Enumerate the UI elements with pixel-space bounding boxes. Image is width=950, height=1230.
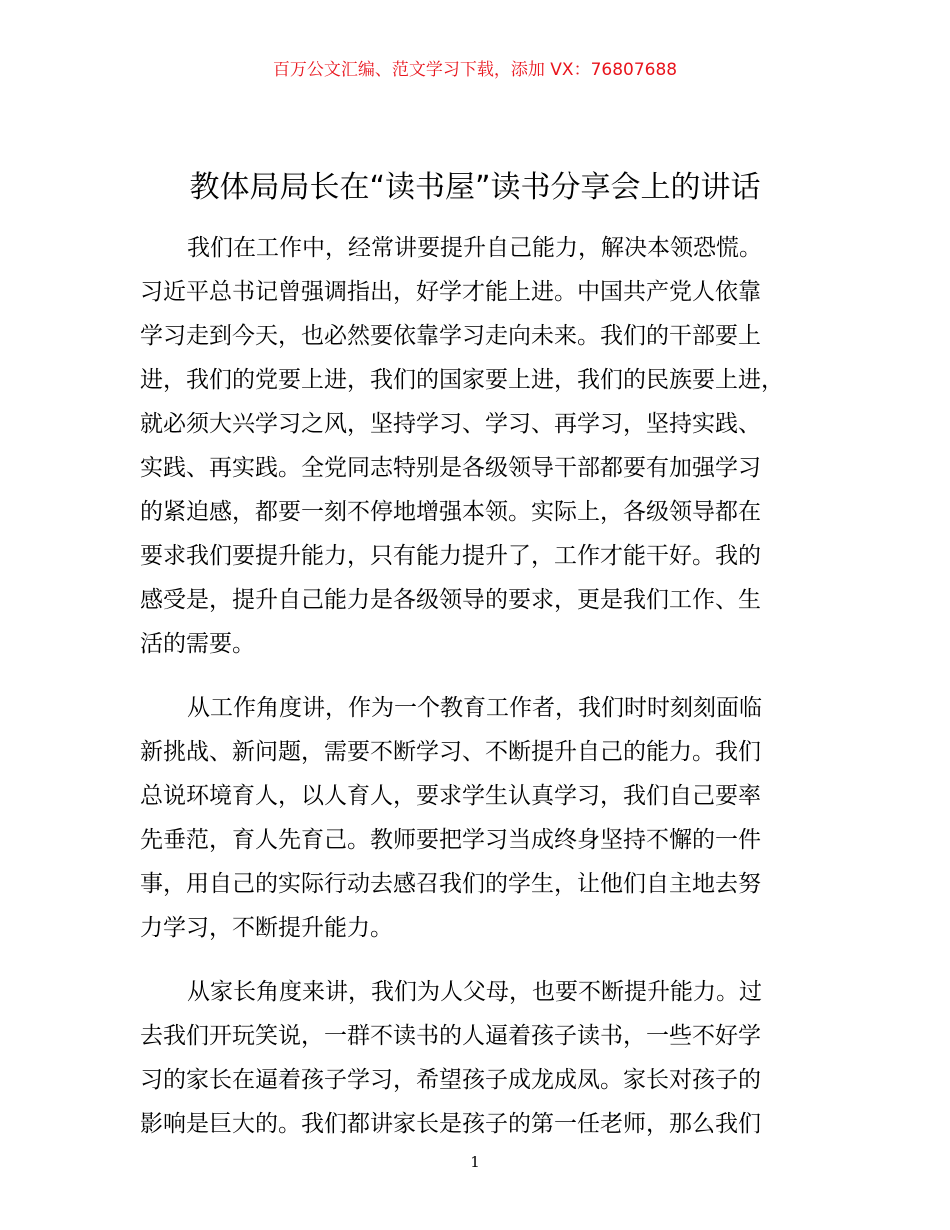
paragraph-line: 从工作角度讲，作为一个教育工作者，我们时时刻刻面临 [187, 695, 762, 721]
document-body [140, 226, 840, 1146]
paragraph-line: 先垂范，育人先育己。教师要把学习当成终身坚持不懈的一件 [140, 827, 761, 853]
document-title: 教体局局长在“读书屋”读书分享会上的讲话 [189, 170, 761, 205]
paragraph-line: 进，我们的党要上进，我们的国家要上进，我们的民族要上进， [140, 367, 784, 393]
paragraph-line: 事，用自己的实际行动去感召我们的学生，让他们自主地去努 [140, 871, 761, 897]
paragraph-line: 我们在工作中，经常讲要提升自己能力，解决本领恐慌。 [187, 235, 762, 261]
paragraph-line: 习的家长在逼着孩子学习，希望孩子成龙成凤。家长对孩子的 [140, 1067, 761, 1093]
paragraph-line: 学习走到今天，也必然要依靠学习走向未来。我们的干部要上 [140, 323, 761, 349]
paragraph-line: 就必须大兴学习之风，坚持学习、学习、再学习，坚持实践、 [140, 411, 761, 437]
paragraph-line: 新挑战、新问题，需要不断学习、不断提升自己的能力。我们 [140, 739, 761, 765]
paragraph-3 [140, 970, 840, 1146]
paragraph-line: 的紧迫感，都要一刻不停地增强本领。实际上，各级领导都在 [140, 499, 761, 525]
paragraph-line: 实践、再实践。全党同志特别是各级领导干部都要有加强学习 [140, 455, 761, 481]
paragraph-spacer [140, 666, 840, 686]
page-number: 1 [470, 1153, 480, 1171]
paragraph-line: 力学习，不断提升能力。 [140, 915, 393, 941]
paragraph-line: 要求我们要提升能力，只有能力提升了，工作才能干好。我的 [140, 543, 761, 569]
header-banner: 百万公文汇编、范文学习下载，添加 VX：76807688 [272, 60, 678, 80]
paragraph-line: 总说环境育人，以人育人，要求学生认真学习，我们自己要率 [140, 783, 761, 809]
paragraph-1 [140, 226, 840, 666]
paragraph-line: 去我们开玩笑说，一群不读书的人逼着孩子读书，一些不好学 [140, 1023, 761, 1049]
paragraph-line: 习近平总书记曾强调指出，好学才能上进。中国共产党人依靠 [140, 279, 761, 305]
paragraph-2 [140, 686, 840, 950]
paragraph-line: 影响是巨大的。我们都讲家长是孩子的第一任老师，那么我们 [140, 1111, 761, 1137]
paragraph-line: 活的需要。 [140, 631, 255, 657]
paragraph-line: 从家长角度来讲，我们为人父母，也要不断提升能力。过 [187, 979, 762, 1005]
paragraph-line: 感受是，提升自己能力是各级领导的要求，更是我们工作、生 [140, 587, 761, 613]
paragraph-spacer [140, 950, 840, 970]
